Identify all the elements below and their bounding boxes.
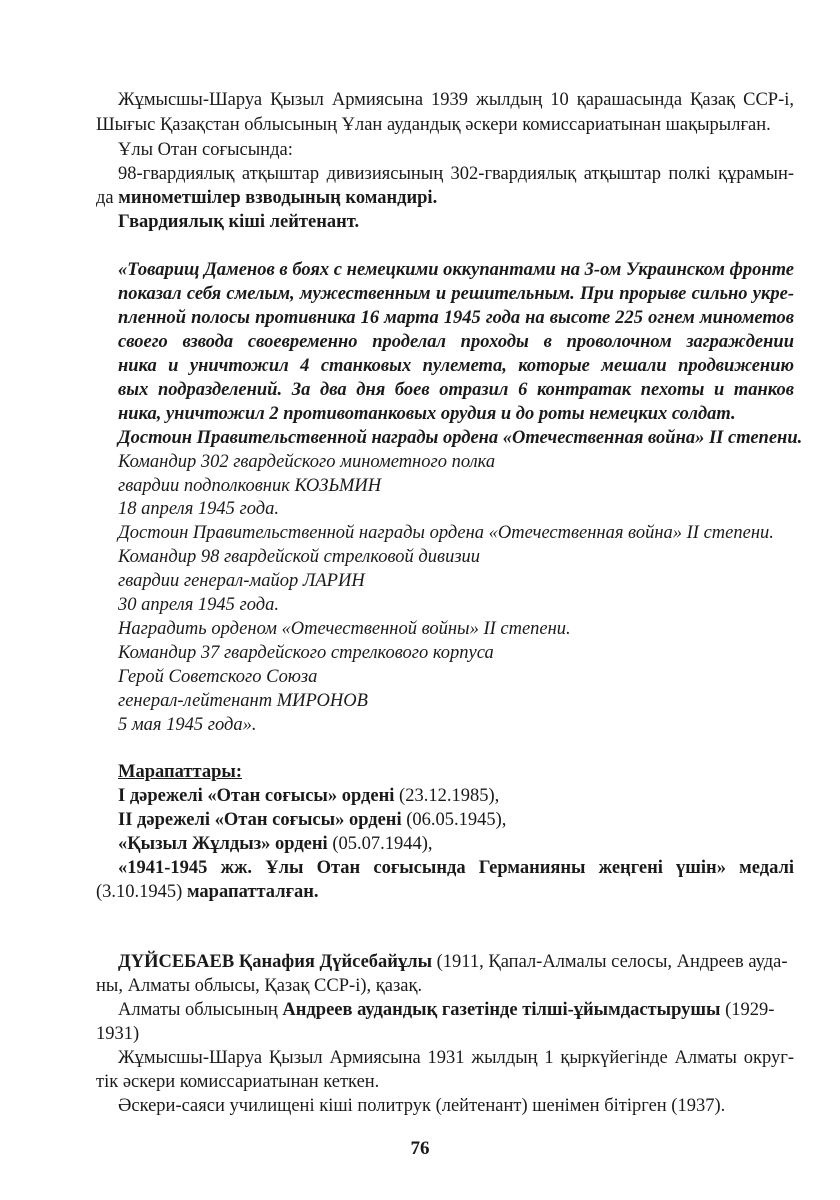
citation-line: «Товарищ Даменов в боях с немецкими оккупантами на 3-ом Украинском фронте (118, 260, 794, 280)
biography-line: Жұмысшы-Шаруа Қызыл Армиясына 1931 жылдың 1 қыркүйегінде Алматы округ- (118, 1048, 794, 1068)
award-date: (3.10.1945) (96, 882, 183, 902)
citation-line: ника, уничтожил 2 противотанковых орудия и до роты немецких солдат. (118, 404, 736, 424)
signature-line: Достоин Правительственной награды ордена «Отечественная война» II степени. (118, 523, 774, 543)
signature-line: Герой Советского Союза (118, 667, 318, 687)
citation-line: показал себя смелым, мужественным и решительным. При прорыве сильно укре- (118, 284, 794, 304)
biography-line: 1931) (96, 1024, 140, 1044)
award-item (118, 808, 506, 832)
text-run: да (96, 188, 114, 208)
citation-line: пленной полосы противника 16 марта 1945 года на высоте 225 огнем минометов (118, 308, 794, 328)
biography-line (118, 950, 788, 974)
award-name: «Қызыл Жұлдыз» ордені (118, 834, 328, 854)
signature-line: Командир 37 гвардейского стрелкового корпуса (118, 643, 494, 663)
citation-line: своего взвода своевременно проделал проходы в проволочном заграждении (118, 332, 794, 352)
paragraph-line: Жұмысшы-Шаруа Қызыл Армиясына 1939 жылдың 10 қарашасында Қазақ ССР-і, (118, 90, 794, 110)
rank-line: Гвардиялық кіші лейтенант. (118, 212, 360, 232)
award-item (96, 880, 319, 904)
signature-line: Наградить орденом «Отечественной войны» II степени. (118, 619, 571, 639)
paragraph-line: 98-гвардиялық атқыштар дивизиясының 302-гвардиялық атқыштар полкі құрамын- (118, 164, 794, 184)
biography-line: ны, Алматы облысы, Қазақ ССР-і), қазақ. (96, 976, 423, 996)
award-recommendation: Достоин Правительственной награды ордена «Отечественная война» II степени. (118, 428, 803, 448)
paragraph-line (96, 186, 437, 210)
position-title: Андреев аудандық газетінде тілші-ұйымдастырушы (282, 1000, 721, 1020)
award-text: марапатталған. (182, 882, 319, 902)
paragraph-line: Ұлы Отан соғысында: (118, 140, 293, 160)
signature-line: гвардии подполковник КОЗЬМИН (118, 476, 382, 496)
text-run: (1929- (720, 1000, 775, 1020)
position-title: минометшілер взводының командирі. (118, 188, 438, 208)
biography-line: Әскери-саяси училищені кіші политрук (лейтенант) шенімен бітірген (1937). (118, 1096, 726, 1116)
signature-line: 18 апреля 1945 года. (118, 499, 279, 519)
award-date: (06.05.1945), (401, 810, 507, 830)
signature-line: генерал-лейтенант МИРОНОВ (118, 691, 368, 711)
biography-line (118, 998, 774, 1022)
signature-line: Командир 98 гвардейской стрелковой дивизии (118, 547, 481, 567)
award-name: ІІ дәрежелі «Отан соғысы» ордені (118, 810, 402, 830)
award-item (118, 784, 499, 808)
paragraph-line: Шығыс Қазақстан облысының Ұлан аудандық әскери комиссариатынан шақырылған. (96, 115, 771, 135)
page-number: 76 (410, 1138, 430, 1159)
awards-heading: Марапаттары: (118, 762, 242, 782)
signature-line: 30 апреля 1945 года. (118, 595, 279, 615)
citation-line: вых подразделений. За два дня боев отразил 6 контратак пехоты и танков (118, 380, 794, 400)
person-name: ДҮЙСЕБАЕВ Қанафия Дүйсебайұлы (118, 952, 433, 972)
award-name: І дәрежелі «Отан соғысы» ордені (118, 786, 395, 806)
text-run: Алматы облысының (118, 1000, 283, 1020)
award-item (118, 832, 433, 856)
signature-line: 5 мая 1945 года». (118, 715, 257, 735)
award-date: (23.12.1985), (394, 786, 500, 806)
citation-line: ника и уничтожил 4 станковых пулемета, которые мешали продвижению (118, 356, 794, 376)
text-run: (1911, Қапал-Алмалы селосы, Андреев ауда- (432, 952, 788, 972)
award-item: «1941-1945 жж. Ұлы Отан соғысында Германияны жеңгені үшін» медалі (118, 858, 794, 878)
award-date: (05.07.1944), (327, 834, 433, 854)
signature-line: Командир 302 гвардейского минометного полка (118, 452, 496, 472)
biography-line: тік әскери комиссариатынан кеткен. (96, 1072, 380, 1092)
signature-line: гвардии генерал-майор ЛАРИН (118, 571, 365, 591)
